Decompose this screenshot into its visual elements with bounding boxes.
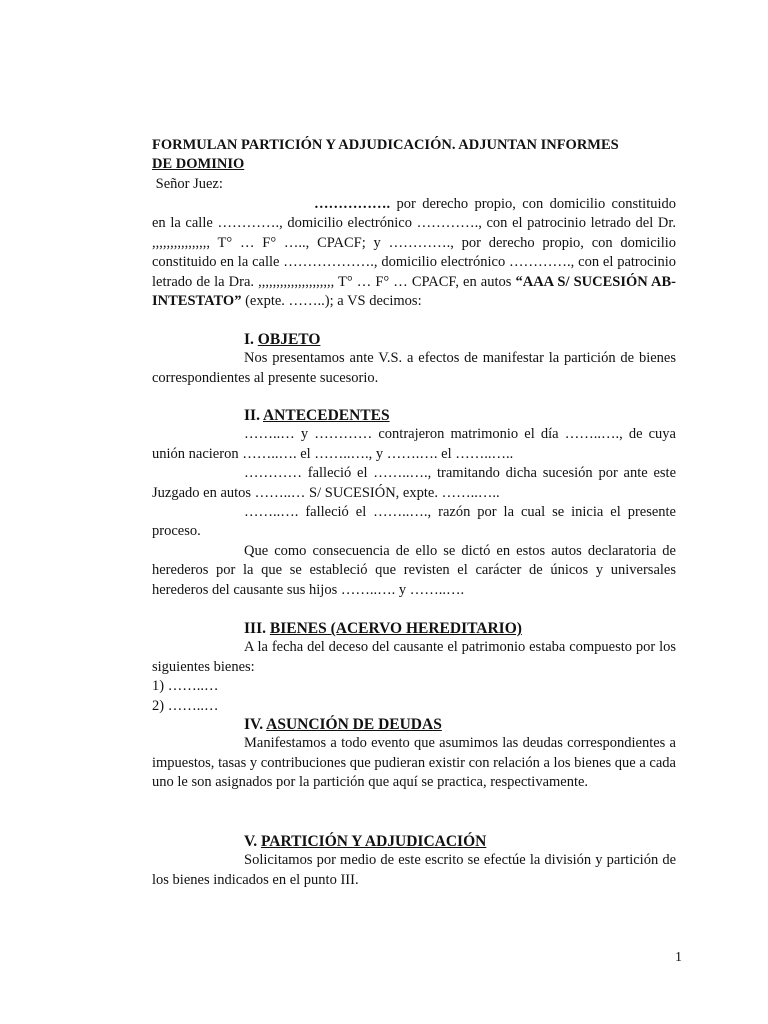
- section-bienes: [152, 619, 676, 716]
- section-paragraph: Manifestamos a todo evento que asumimos las deudas correspondientes a impuestos, tasas y contribuciones que pudieran existir con relación a los bienes que a cada uno le son asignados por la partición que aquí se practica, respectivamente.: [152, 735, 676, 791]
- section-paragraph: A la fecha del deceso del causante el patrimonio estaba compuesto por los siguientes bienes:: [152, 639, 676, 675]
- section-title: ANTECEDENTES: [262, 407, 390, 424]
- section-paragraph: Solicitamos por medio de este escrito se efectúe la división y partición de los bienes indicados en el punto III.: [152, 852, 676, 888]
- section-heading: V. PARTICIÓN Y ADJUDICACIÓN: [244, 833, 487, 850]
- section-heading: IV. ASUNCIÓN DE DEUDAS: [244, 716, 442, 733]
- page-number: 1: [675, 950, 682, 965]
- list-item: 1) ……..…: [152, 678, 219, 695]
- section-heading: II. ANTECEDENTES: [244, 407, 390, 424]
- section-paragraph: ………… falleció el ……..…., tramitando dicha sucesión por ante este Juzgado en autos ……..… S/ SUCESIÓN, expte. ……..…..: [152, 465, 676, 501]
- section-paragraph: Nos presentamos ante V.S. a efectos de manifestar la partición de bienes correspondientes al presente sucesorio.: [152, 350, 676, 386]
- section-particion: [152, 832, 676, 890]
- intro-dots: …………….: [314, 196, 397, 212]
- section-antecedentes: [152, 406, 676, 600]
- section-title: BIENES (ACERVO HEREDITARIO): [269, 620, 522, 637]
- title-line-2: DE DOMINIO: [152, 156, 245, 173]
- salutation-block: [152, 175, 676, 194]
- intro-block: [152, 195, 676, 311]
- section-paragraph: ……..…. falleció el ……..…., razón por la cual se inicia el presente proceso.: [152, 504, 676, 540]
- section-paragraph: ……..… y ………… contrajeron matrimonio el día ……..…., de cuya unión nacieron ……..…. el ……..…., y …….…. el ……..…..: [152, 426, 676, 462]
- intro-text-2: (expte. ……..); a VS decimos:: [241, 293, 422, 310]
- salutation: Señor Juez:: [152, 176, 223, 192]
- intro-autos: “AAA S/ SUCESIÓN AB-INTESTATO”: [152, 273, 676, 310]
- section-heading: III. BIENES (ACERVO HEREDITARIO): [244, 620, 522, 637]
- list-item: 2) ……..…: [152, 697, 219, 714]
- section-title: OBJETO: [257, 331, 321, 348]
- section-paragraph: Que como consecuencia de ello se dictó en estos autos declaratoria de herederos por la que se estableció que revisten el carácter de únicos y universales herederos del causante sus hijos ……..…. y ……..….: [152, 542, 676, 598]
- section-deudas: [152, 715, 676, 793]
- section-objeto: [152, 330, 676, 388]
- section-heading: I. OBJETO: [244, 331, 321, 348]
- document-title: [152, 136, 676, 175]
- intro-text-1: por derecho propio, con domicilio constituido en la calle …………., domicilio electrónico …………., con el patrocinio letrado del Dr. ,,,,,,,,,,,,,,,, T° … F° ….., CPACF; y …………., por derecho propio, con domicilio constituido en la calle ………………., domicilio electrónico …………., con el patrocinio letrado de la Dra. ,,,,,,,,,,,,,,,,,,,,, T° … F° … CPACF, en autos: [152, 196, 677, 290]
- title-line-1: FORMULAN PARTICIÓN Y ADJUDICACIÓN. ADJUNTAN INFORMES: [152, 137, 619, 153]
- intro-paragraph: [152, 195, 676, 311]
- section-title: PARTICIÓN Y ADJUDICACIÓN: [260, 833, 487, 850]
- section-title: ASUNCIÓN DE DEUDAS: [266, 716, 442, 733]
